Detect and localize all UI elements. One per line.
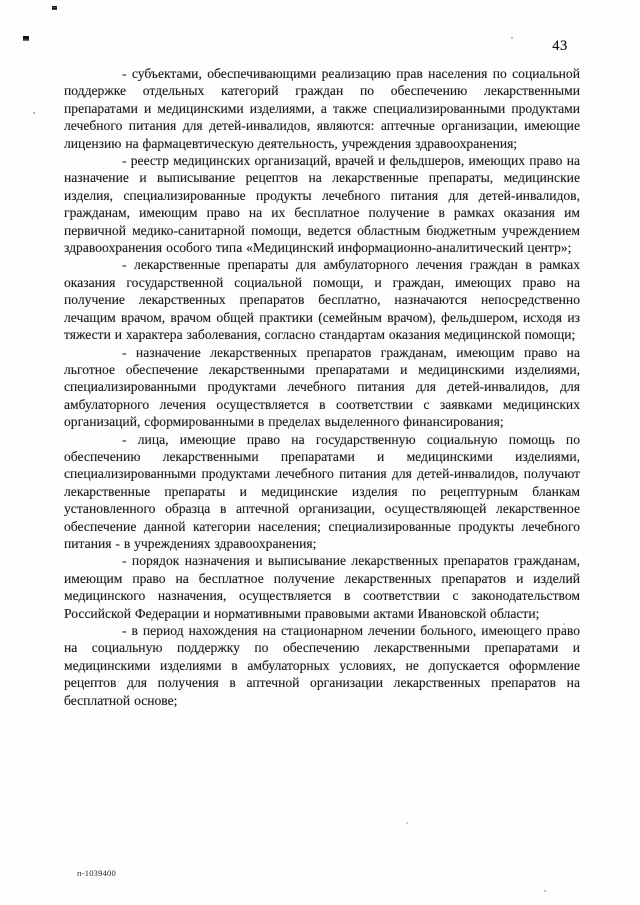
ink-speck: [511, 37, 513, 39]
scan-artifact: [23, 36, 29, 41]
ink-speck: [544, 890, 546, 892]
document-text-body: [64, 65, 580, 709]
ink-speck: [33, 112, 35, 114]
page-number: 43: [552, 38, 568, 54]
paragraph: - лица, имеющие право на государственную социальную помощь по обеспечению лекарственными препаратами и медицинскими изделиями, специализированными продуктами лечебного питания для детей-инвалидов, получают лекарственные препараты и медицинские изделия по рецептурным бланкам установленного образца в аптечной организации, осуществляющей лекарственное обеспечение данной категории населения; специализированные продукты лечебного питания - в учреждениях здравоохранения;: [64, 431, 580, 551]
paragraph: - порядок назначения и выписывание лекарственных препаратов гражданам, имеющим право на бесплатное получение лекарственных препаратов и изделий медицинского назначения, осуществляется в соответствии с законодательством Российской Федерации и нормативными правовыми актами Ивановской области;: [64, 553, 580, 621]
ink-speck: [406, 822, 408, 824]
paragraph: - в период нахождения на стационарном лечении больного, имеющего право на социальную поддержку по обеспечению лекарственными препаратами и медицинскими изделиями в амбулаторных условиях, не допускается оформление рецептов для получения в аптечной организации лекарственных препаратов на бесплатной основе;: [64, 623, 580, 708]
paragraph: - субъектами, обеспечивающими реализацию прав населения по социальной поддержке отдельных категорий граждан по обеспечению лекарственными препаратами и медицинскими изделиями, а также специализированными продуктами лечебного питания для детей-инвалидов, являются: аптечные организации, имеющие лицензию на фармацевтическую деятельность, учреждения здравоохранения;: [64, 66, 580, 151]
paragraph: - лекарственные препараты для амбулаторного лечения граждан в рамках оказания государственной социальной помощи, и граждан, имеющих право на получение лекарственных препаратов бесплатно, назначаются непосредственно лечащим врачом, врачом общей практики (семейным врачом), фельдшером, исходя из тяжести и характера заболевания, согласно стандартам оказания медицинской помощи;: [64, 257, 580, 343]
paragraph: - реестр медицинских организаций, врачей и фельдшеров, имеющих право на назначение и выписывание рецептов на лекарственные препараты, медицинские изделия, специализированные продукты лечебного питания для детей-инвалидов, гражданам, имеющим право на их бесплатное получение в рамках оказания им первичной медико-санитарной помощи, ведется областным бюджетным учреждением здравоохранения особого типа «Медицинский информационно-аналитический центр»;: [64, 153, 580, 256]
footer-code: п-1039400: [77, 868, 116, 878]
scan-artifact: [52, 6, 57, 10]
paragraph: - назначение лекарственных препаратов гражданам, имеющим право на льготное обеспечение лекарственными препаратами и медицинскими изделиями, специализированными продуктами лечебного питания для детей-инвалидов, для амбулаторного лечения осуществляется в соответствии с заявками медицинских организаций, сформированными в пределах выделенного финансирования;: [64, 344, 580, 430]
